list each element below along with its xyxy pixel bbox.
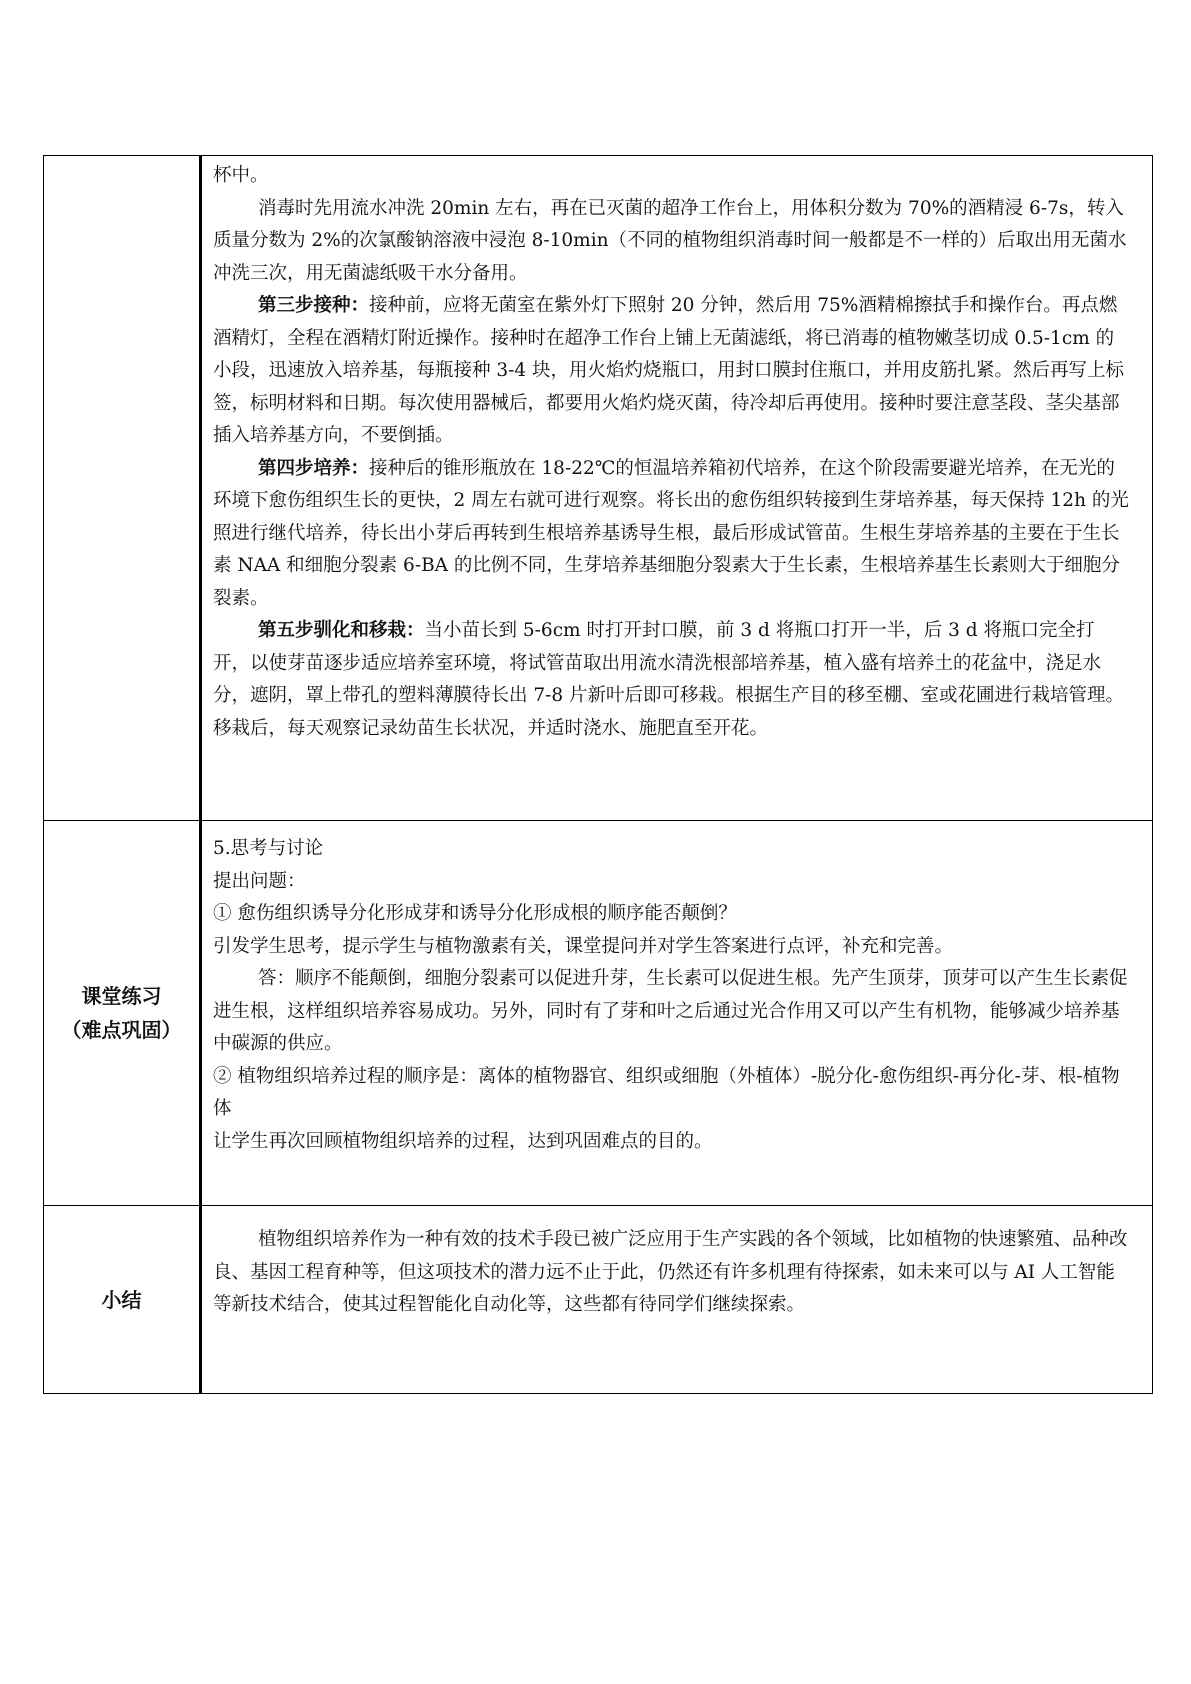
guidance-text: 引发学生思考，提示学生与植物激素有关，课堂提问并对学生答案进行点评，补充和完善。 xyxy=(213,935,954,957)
summary-content xyxy=(201,1206,1153,1394)
paragraph-step5 xyxy=(213,615,1130,745)
paragraph-cup: 杯中。 xyxy=(213,165,269,186)
step5-title: 第五步驯化和移栽： xyxy=(258,620,425,641)
procedure-row xyxy=(44,156,1153,821)
summary-label: 小结 xyxy=(101,1287,142,1312)
procedure-content xyxy=(201,156,1153,821)
paragraph-step4 xyxy=(213,453,1130,616)
summary-label-cell xyxy=(44,1206,201,1394)
question-prompt: 提出问题： xyxy=(213,870,306,892)
paragraph-disinfection: 消毒时先用流水冲洗 20min 左右，再在已灭菌的超净工作台上，用体积分数为 70%的酒精浸 6-7s，转入质量分数为 2%的次氯酸钠溶液中浸泡 8-10min（不同的植物组织消毒时间一般都是不一样的）后取出用无菌水冲洗三次，用无菌滤纸吸干水分备用。 xyxy=(213,197,1127,284)
step5-body: 当小苗长到 5-6cm 时打开封口膜，前 3 d 将瓶口打开一半，后 3 d 将瓶口完全打开，以使芽苗逐步适应培养室环境，将试管苗取出用流水清洗根部培养基，植入盛有培养土的花盆中，浇足水分，遮阴，罩上带孔的塑料薄膜待长出 7-8 片新叶后即可移栽。根据生产目的移至棚、室或花圃进行栽培管理。移栽后，每天观察记录幼苗生长状况，并适时浇水、施肥直至开花。 xyxy=(213,620,1125,739)
practice-content xyxy=(201,821,1153,1206)
practice-label-line2: （难点巩固） xyxy=(61,1018,182,1042)
practice-label-line1: 课堂练习 xyxy=(81,984,162,1008)
discussion-heading: 5.思考与讨论 xyxy=(213,838,324,859)
step4-body: 接种后的锥形瓶放在 18-22℃的恒温培养箱初代培养，在这个阶段需要避光培养，在无光的环境下愈伤组织生长的更快，2 周左右就可进行观察。将长出的愈伤组织转接到生芽培养基，每天保持 12h 的光照进行继代培养，待长出小芽后再转到生根培养基诱导生根，最后形成试管苗。生根生芽培养基的主要在于生长素 NAA 和细胞分裂素 6-BA 的比例不同，生芽培养基细胞分裂素大于生长素，生根培养基生长素则大于细胞分裂素。 xyxy=(213,457,1129,609)
summary-row xyxy=(44,1206,1153,1394)
lesson-plan-table xyxy=(43,155,1153,1394)
question-1: ① 愈伤组织诱导分化形成芽和诱导分化形成根的顺序能否颠倒？ xyxy=(213,903,737,924)
step3-body: 接种前，应将无菌室在紫外灯下照射 20 分钟，然后用 75%酒精棉擦拭手和操作台。再点燃酒精灯，全程在酒精灯附近操作。接种时在超净工作台上铺上无菌滤纸，将已消毒的植物嫩茎切成 0.5-1cm 的小段，迅速放入培养基，每瓶接种 3-4 块，用火焰灼烧瓶口，用封口膜封住瓶口，并用皮筋扎紧。然后再写上标签，标明材料和日期。每次使用器械后，都要用火焰灼烧灭菌，待冷却后再使用。接种时要注意茎段、茎尖基部插入培养基方向，不要倒插。 xyxy=(213,295,1125,446)
review-text: 让学生再次回顾植物组织培养的过程，达到巩固难点的目的。 xyxy=(213,1130,713,1152)
summary-paragraph: 植物组织培养作为一种有效的技术手段已被广泛应用于生产实践的各个领域，比如植物的快速繁殖、品种改良、基因工程育种等，但这项技术的潜力远不止于此，仍然还有许多机理有待探索，如未来可以与 AI 人工智能等新技术结合，使其过程智能化自动化等，这些都有待同学们继续探索。 xyxy=(213,1229,1128,1315)
question-2: ② 植物组织培养过程的顺序是：离体的植物器官、组织或细胞（外植体）-脱分化-愈伤组织-再分化-芽、根-植物体 xyxy=(213,1065,1120,1119)
practice-row xyxy=(44,821,1153,1206)
procedure-label-cell xyxy=(44,156,201,821)
step3-title: 第三步接种： xyxy=(258,295,370,316)
practice-label-cell xyxy=(44,821,201,1206)
step4-title: 第四步培养： xyxy=(258,457,370,479)
answer-text: 答：顺序不能颠倒，细胞分裂素可以促进升芽，生长素可以促进生根。先产生顶芽，顶芽可以产生生长素促进生根，这样组织培养容易成功。另外，同时有了芽和叶之后通过光合作用又可以产生有机物，能够减少培养基中碳源的供应。 xyxy=(213,968,1128,1054)
paragraph-step3 xyxy=(213,290,1130,453)
